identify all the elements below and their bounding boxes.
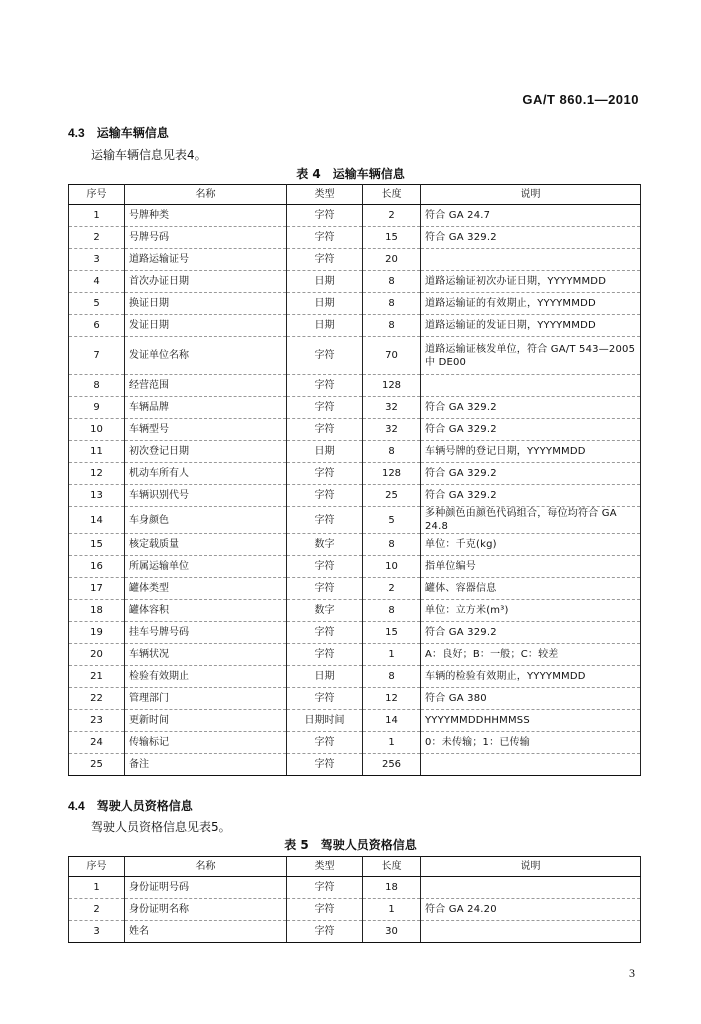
cell-seq: 16 <box>69 556 125 578</box>
table-row <box>69 666 641 688</box>
cell-type: 数字 <box>287 600 363 622</box>
cell-desc: 车辆的检验有效期止，YYYYMMDD <box>421 666 641 688</box>
document-code: GA/T 860.1—2010 <box>522 92 639 107</box>
col-header-desc: 说明 <box>421 857 641 877</box>
cell-type: 字符 <box>287 899 363 921</box>
cell-name: 车辆识别代号 <box>125 485 287 507</box>
cell-type: 字符 <box>287 877 363 899</box>
cell-length: 8 <box>363 293 421 315</box>
table-row <box>69 710 641 732</box>
cell-seq: 22 <box>69 688 125 710</box>
col-header-name: 名称 <box>125 185 287 205</box>
cell-desc <box>421 375 641 397</box>
cell-name: 道路运输证号 <box>125 249 287 271</box>
cell-length: 10 <box>363 556 421 578</box>
cell-type: 日期时间 <box>287 710 363 732</box>
cell-desc <box>421 754 641 776</box>
cell-desc: 符合 GA 329.2 <box>421 227 641 249</box>
table-row <box>69 754 641 776</box>
cell-type: 字符 <box>287 732 363 754</box>
cell-seq: 14 <box>69 507 125 534</box>
table-5-driver-qualification <box>68 856 641 943</box>
cell-name: 挂车号牌号码 <box>125 622 287 644</box>
section-title-text: 驾驶人员资格信息 <box>96 799 193 813</box>
cell-desc: 符合 GA 380 <box>421 688 641 710</box>
section-4-3-heading <box>68 124 169 141</box>
table-row <box>69 899 641 921</box>
cell-type: 字符 <box>287 419 363 441</box>
cell-desc: YYYYMMDDHHMMSS <box>421 710 641 732</box>
col-header-seq: 序号 <box>69 185 125 205</box>
cell-type: 字符 <box>287 644 363 666</box>
cell-type: 日期 <box>287 441 363 463</box>
table-row <box>69 732 641 754</box>
cell-type: 字符 <box>287 249 363 271</box>
cell-type: 字符 <box>287 578 363 600</box>
cell-desc: 符合 GA 329.2 <box>421 622 641 644</box>
table-row <box>69 688 641 710</box>
table-row <box>69 485 641 507</box>
table-row <box>69 507 641 534</box>
cell-length: 18 <box>363 877 421 899</box>
cell-length: 128 <box>363 463 421 485</box>
cell-length: 32 <box>363 397 421 419</box>
cell-seq: 3 <box>69 249 125 271</box>
cell-type: 字符 <box>287 688 363 710</box>
cell-desc <box>421 921 641 943</box>
table-row <box>69 249 641 271</box>
cell-name: 检验有效期止 <box>125 666 287 688</box>
table-row <box>69 293 641 315</box>
cell-seq: 9 <box>69 397 125 419</box>
section-number: 4.3 <box>68 126 85 140</box>
cell-length: 1 <box>363 899 421 921</box>
cell-type: 字符 <box>287 556 363 578</box>
cell-type: 日期 <box>287 315 363 337</box>
table-row <box>69 578 641 600</box>
cell-seq: 6 <box>69 315 125 337</box>
cell-name: 经营范围 <box>125 375 287 397</box>
cell-seq: 15 <box>69 534 125 556</box>
table-4-vehicle-info <box>68 184 641 776</box>
cell-name: 初次登记日期 <box>125 441 287 463</box>
cell-length: 8 <box>363 271 421 293</box>
table-row <box>69 375 641 397</box>
cell-desc <box>421 877 641 899</box>
cell-length: 2 <box>363 205 421 227</box>
cell-type: 字符 <box>287 463 363 485</box>
table-header-row <box>69 185 641 205</box>
cell-seq: 10 <box>69 419 125 441</box>
cell-seq: 13 <box>69 485 125 507</box>
table-row <box>69 205 641 227</box>
cell-desc: 符合 GA 329.2 <box>421 419 641 441</box>
table-row <box>69 622 641 644</box>
cell-seq: 2 <box>69 227 125 249</box>
cell-name: 换证日期 <box>125 293 287 315</box>
table-5-body <box>69 877 641 943</box>
cell-seq: 25 <box>69 754 125 776</box>
cell-type: 字符 <box>287 754 363 776</box>
cell-name: 姓名 <box>125 921 287 943</box>
cell-length: 12 <box>363 688 421 710</box>
cell-length: 8 <box>363 666 421 688</box>
cell-length: 15 <box>363 622 421 644</box>
col-header-type: 类型 <box>287 185 363 205</box>
cell-name: 车辆状况 <box>125 644 287 666</box>
cell-length: 256 <box>363 754 421 776</box>
table-row <box>69 600 641 622</box>
table-row <box>69 921 641 943</box>
cell-length: 128 <box>363 375 421 397</box>
table-row <box>69 227 641 249</box>
cell-name: 机动车所有人 <box>125 463 287 485</box>
cell-seq: 20 <box>69 644 125 666</box>
table-row <box>69 877 641 899</box>
table-row <box>69 463 641 485</box>
cell-length: 14 <box>363 710 421 732</box>
cell-desc: 符合 GA 329.2 <box>421 485 641 507</box>
cell-desc: 符合 GA 329.2 <box>421 397 641 419</box>
cell-name: 所属运输单位 <box>125 556 287 578</box>
cell-seq: 5 <box>69 293 125 315</box>
section-number: 4.4 <box>68 799 85 813</box>
cell-desc <box>421 249 641 271</box>
cell-name: 管理部门 <box>125 688 287 710</box>
table-row <box>69 397 641 419</box>
page-number: 3 <box>629 966 635 980</box>
cell-desc: 单位：立方米(m³) <box>421 600 641 622</box>
cell-type: 字符 <box>287 622 363 644</box>
cell-length: 8 <box>363 534 421 556</box>
cell-name: 发证单位名称 <box>125 337 287 375</box>
table-4-body <box>69 205 641 776</box>
cell-seq: 18 <box>69 600 125 622</box>
table-5-caption: 表 5 驾驶人员资格信息 <box>284 838 417 852</box>
cell-desc: 多种颜色由颜色代码组合，每位均符合 GA 24.8 <box>421 507 641 534</box>
cell-name: 发证日期 <box>125 315 287 337</box>
cell-desc: 车辆号牌的登记日期，YYYYMMDD <box>421 441 641 463</box>
cell-length: 8 <box>363 315 421 337</box>
cell-desc: 单位：千克(kg) <box>421 534 641 556</box>
table-4-caption: 表 4 运输车辆信息 <box>296 167 405 181</box>
cell-desc: 符合 GA 24.20 <box>421 899 641 921</box>
table-row <box>69 315 641 337</box>
table-row <box>69 419 641 441</box>
cell-seq: 2 <box>69 899 125 921</box>
cell-type: 字符 <box>287 375 363 397</box>
cell-name: 备注 <box>125 754 287 776</box>
cell-name: 号牌号码 <box>125 227 287 249</box>
cell-type: 字符 <box>287 227 363 249</box>
cell-seq: 1 <box>69 877 125 899</box>
cell-type: 字符 <box>287 485 363 507</box>
cell-desc: 指单位编号 <box>421 556 641 578</box>
cell-desc: 道路运输证的发证日期，YYYYMMDD <box>421 315 641 337</box>
col-header-name: 名称 <box>125 857 287 877</box>
cell-seq: 11 <box>69 441 125 463</box>
cell-type: 字符 <box>287 337 363 375</box>
cell-type: 日期 <box>287 271 363 293</box>
cell-name: 罐体容积 <box>125 600 287 622</box>
cell-name: 身份证明名称 <box>125 899 287 921</box>
cell-desc: 道路运输证初次办证日期，YYYYMMDD <box>421 271 641 293</box>
cell-length: 5 <box>363 507 421 534</box>
col-header-seq: 序号 <box>69 857 125 877</box>
cell-length: 8 <box>363 600 421 622</box>
cell-name: 号牌种类 <box>125 205 287 227</box>
table-row <box>69 441 641 463</box>
cell-length: 15 <box>363 227 421 249</box>
cell-seq: 4 <box>69 271 125 293</box>
table-row <box>69 534 641 556</box>
cell-seq: 7 <box>69 337 125 375</box>
col-header-type: 类型 <box>287 857 363 877</box>
cell-seq: 23 <box>69 710 125 732</box>
cell-desc: 道路运输证的有效期止，YYYYMMDD <box>421 293 641 315</box>
cell-length: 8 <box>363 441 421 463</box>
cell-name: 更新时间 <box>125 710 287 732</box>
cell-seq: 21 <box>69 666 125 688</box>
cell-desc: 罐体、容器信息 <box>421 578 641 600</box>
cell-type: 字符 <box>287 397 363 419</box>
col-header-desc: 说明 <box>421 185 641 205</box>
cell-desc: 符合 GA 24.7 <box>421 205 641 227</box>
section-title-text: 运输车辆信息 <box>96 126 169 140</box>
cell-seq: 12 <box>69 463 125 485</box>
cell-seq: 8 <box>69 375 125 397</box>
cell-desc: 道路运输证核发单位，符合 GA/T 543—2005 中 DE00 <box>421 337 641 375</box>
cell-length: 32 <box>363 419 421 441</box>
col-header-length: 长度 <box>363 857 421 877</box>
table-row <box>69 644 641 666</box>
table-row <box>69 556 641 578</box>
cell-name: 罐体类型 <box>125 578 287 600</box>
cell-name: 首次办证日期 <box>125 271 287 293</box>
cell-type: 字符 <box>287 921 363 943</box>
cell-length: 2 <box>363 578 421 600</box>
cell-length: 1 <box>363 732 421 754</box>
cell-type: 字符 <box>287 205 363 227</box>
cell-seq: 17 <box>69 578 125 600</box>
cell-seq: 3 <box>69 921 125 943</box>
cell-length: 25 <box>363 485 421 507</box>
cell-type: 字符 <box>287 507 363 534</box>
cell-seq: 24 <box>69 732 125 754</box>
cell-length: 30 <box>363 921 421 943</box>
cell-name: 车辆型号 <box>125 419 287 441</box>
cell-length: 1 <box>363 644 421 666</box>
section-4-3-intro: 运输车辆信息见表4。 <box>91 148 207 162</box>
table-row <box>69 337 641 375</box>
section-4-4-heading <box>68 797 193 814</box>
table-header-row <box>69 857 641 877</box>
cell-desc: 0：未传输；1：已传输 <box>421 732 641 754</box>
cell-name: 车身颜色 <box>125 507 287 534</box>
table-row <box>69 271 641 293</box>
cell-desc: 符合 GA 329.2 <box>421 463 641 485</box>
cell-length: 70 <box>363 337 421 375</box>
cell-seq: 19 <box>69 622 125 644</box>
cell-type: 数字 <box>287 534 363 556</box>
cell-name: 核定载质量 <box>125 534 287 556</box>
cell-name: 车辆品牌 <box>125 397 287 419</box>
cell-type: 日期 <box>287 666 363 688</box>
cell-type: 日期 <box>287 293 363 315</box>
cell-desc: A：良好；B：一般；C：较差 <box>421 644 641 666</box>
cell-name: 身份证明号码 <box>125 877 287 899</box>
cell-name: 传输标记 <box>125 732 287 754</box>
cell-seq: 1 <box>69 205 125 227</box>
cell-length: 20 <box>363 249 421 271</box>
col-header-length: 长度 <box>363 185 421 205</box>
section-4-4-intro: 驾驶人员资格信息见表5。 <box>91 820 231 834</box>
